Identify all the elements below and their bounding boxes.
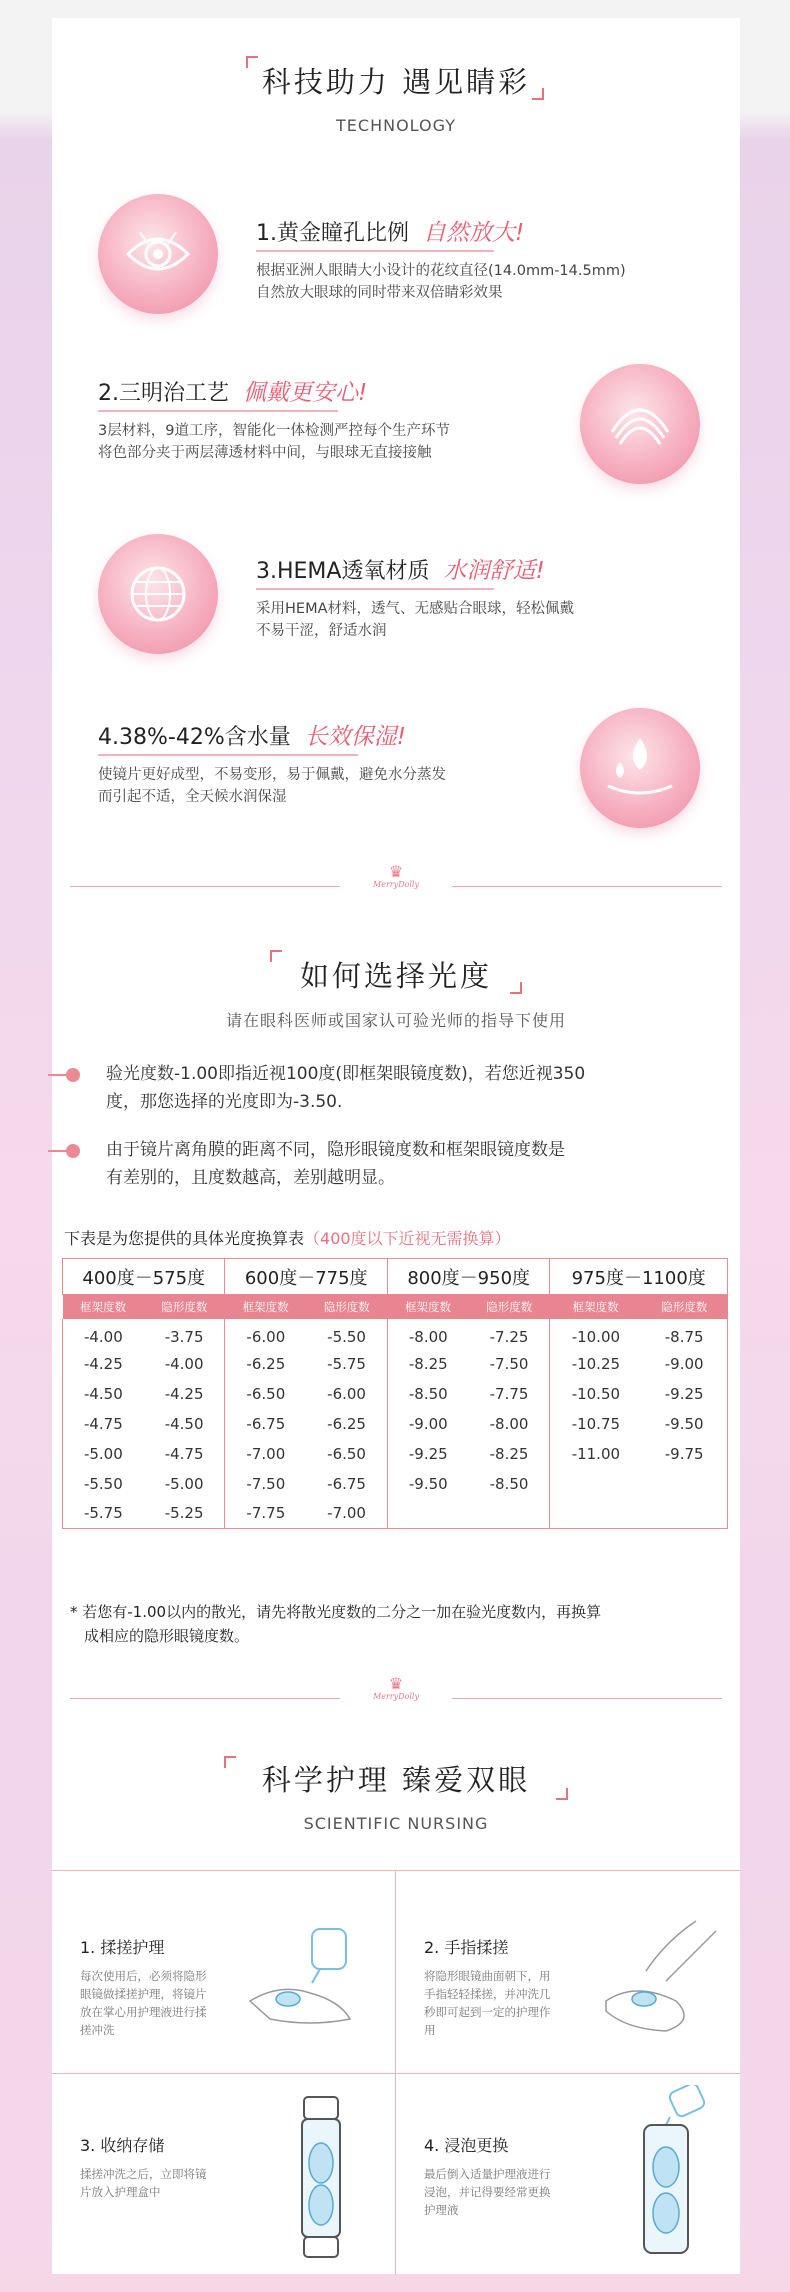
col-frame: 框架度数 [550,1295,641,1319]
contact-power-cell: -4.25 [164,1384,204,1403]
contact-power-cell [641,1499,727,1529]
contact-power-cell: -6.75 [327,1474,366,1493]
step-1-title: 1. 揉搓护理 [80,1938,165,1957]
step-4-desc: 最后倒入适量护理液进行 浸泡，并记得要经常更换 护理液 [424,2167,551,2217]
frame-power-cell: -8.00 [387,1319,468,1349]
frame-power-cell [387,1499,468,1529]
contact-power-cell: -3.75 [164,1327,204,1346]
brand-logo: ♛ MerryDolly [366,1676,426,1701]
table-row [63,1499,728,1529]
group-header: 400度－575度 [63,1259,225,1295]
col-contact: 隐形度数 [306,1295,387,1319]
group-header: 975度－1100度 [550,1259,728,1295]
contact-power-cell: -7.00 [306,1499,387,1529]
section-divider [452,1698,722,1699]
group-header: 600度－775度 [225,1259,387,1295]
col-contact: 隐形度数 [469,1295,550,1319]
contact-power-cell: -6.25 [327,1414,366,1433]
group-header: 800度－950度 [387,1259,549,1295]
contact-power-cell: -6.00 [327,1384,366,1403]
contact-power-cell: -5.75 [327,1354,366,1373]
contact-power-cell: -9.75 [641,1439,727,1469]
title-bracket-right [510,982,522,994]
frame-power-cell: -4.00 [63,1319,144,1349]
conversion-table [62,1258,732,1529]
frame-power-cell: -10.75 [550,1409,641,1439]
crown-icon: ♛ [388,1674,404,1693]
table-row [63,1319,728,1349]
content-card [52,18,740,2274]
contact-power-cell [641,1469,727,1499]
contact-power-cell: -5.00 [164,1474,204,1493]
table-row [63,1379,728,1409]
frame-power-cell: -7.00 [225,1439,306,1469]
brand-logo: ♛ MerryDolly [366,864,426,889]
bullet-marker [48,1150,68,1152]
frame-power-cell: -5.00 [63,1439,144,1469]
frame-power-cell: -9.00 [387,1409,468,1439]
frame-power-cell: -4.25 [63,1349,144,1379]
table-row [63,1349,728,1379]
title-bracket-right [556,1788,568,1800]
bullet-marker [66,1144,80,1158]
feature-4-underline [98,754,358,756]
step-3-title: 3. 收纳存储 [80,2136,165,2155]
section-divider [452,886,722,887]
footnote: * 若您有-1.00以内的散光，请先将散光度数的二分之一加在验光度数内，再换算 成相应的隐形眼镜度数。 [70,1603,602,1645]
contact-power-cell: -8.25 [489,1444,529,1463]
contact-power-cell: -6.50 [327,1444,366,1463]
palm-rinse-icon [240,1923,370,2033]
water-drop-icon [580,708,700,828]
nursing-grid [52,1870,740,2274]
oxygen-globe-icon [98,534,218,654]
lens-layers-icon [580,364,700,484]
feature-4-desc: 使镜片更好成型，不易变形，易于佩戴，避免水分蒸发 而引起不适，全天候水润保湿 [98,767,446,805]
frame-power-cell: -5.50 [63,1469,144,1499]
step-1-desc: 每次使用后，必须将隐形 眼镜做揉搓护理，将镜片 放在掌心用护理液进行揉 搓冲洗 [80,1969,207,2037]
table-row [63,1469,728,1499]
contact-power-cell: -5.25 [144,1499,225,1529]
nursing-subtitle: SCIENTIFIC NURSING [303,1814,489,1833]
table-row [63,1439,728,1469]
frame-power-cell: -5.75 [63,1499,144,1529]
frame-power-cell: -4.50 [63,1379,144,1409]
frame-power-cell: -6.75 [225,1409,306,1439]
contact-power-cell: -4.00 [164,1354,204,1373]
power-bullet-1: 验光度数-1.00即指近视100度(即框架眼镜度数)，若您近视350 度，那您选择的光度即为-3.50. [106,1064,586,1112]
section-divider [70,886,340,887]
power-title: 如何选择光度 [299,959,492,993]
title-bracket-right [532,88,544,100]
contact-power-cell: -5.50 [327,1327,366,1346]
frame-power-cell: -4.75 [63,1409,144,1439]
col-contact: 隐形度数 [144,1295,225,1319]
contact-power-cell: -4.50 [164,1414,204,1433]
contact-power-cell [469,1499,550,1529]
frame-power-cell: -10.00 [550,1319,641,1349]
power-subtitle: 请在眼科医师或国家认可验光师的指导下使用 [225,1011,566,1030]
step-4-title: 4. 浸泡更换 [424,2136,509,2155]
col-frame: 框架度数 [63,1295,144,1319]
feature-1-title: 1.黄金瞳孔比例 自然放大! [256,220,525,246]
feature-3-desc: 采用HEMA材料，透气、无感贴合眼球，轻松佩戴 不易干涩，舒适水润 [256,601,574,639]
table-row [63,1409,728,1439]
bullet-marker [48,1074,68,1076]
step-2-desc: 将隐形眼镜曲面朝下，用 手指轻轻揉搓，并冲洗几 秒即可起到一定的护理作 用 [424,1969,551,2037]
col-contact: 隐形度数 [641,1295,727,1319]
feature-3-underline [256,588,494,590]
frame-power-cell: -7.50 [225,1469,306,1499]
contact-power-cell: -7.50 [489,1354,529,1373]
frame-power-cell: -10.25 [550,1349,641,1379]
contact-power-cell: -9.50 [641,1409,727,1439]
contact-power-cell: -8.50 [489,1474,529,1493]
contact-power-cell: -9.25 [641,1379,727,1409]
step-3-desc: 揉搓冲洗之后，立即将镜 片放入护理盒中 [80,2167,207,2199]
eye-icon [98,194,218,314]
frame-power-cell: -8.50 [387,1379,468,1409]
lens-case-icon [296,2093,346,2263]
technology-subtitle: TECHNOLOGY [336,116,456,135]
contact-power-cell: -8.75 [641,1319,727,1349]
frame-power-cell: -6.50 [225,1379,306,1409]
frame-power-cell: -11.00 [550,1439,641,1469]
technology-title: 科技助力 遇见睛彩 [261,65,531,99]
contact-power-cell: -7.75 [489,1384,529,1403]
power-bullet-2: 由于镜片离角膜的距离不同，隐形眼镜度数和框架眼镜度数是 有差别的，且度数越高，差别越明显。 [106,1140,565,1188]
contact-power-cell: -7.25 [489,1327,529,1346]
table-body [63,1319,728,1529]
crown-icon: ♛ [388,862,404,881]
contact-power-cell: -9.00 [641,1349,727,1379]
col-frame: 框架度数 [225,1295,306,1319]
bullet-marker [66,1068,80,1082]
feature-1-desc: 根据亚洲人眼睛大小设计的花纹直径(14.0mm-14.5mm) 自然放大眼球的同时带来双倍睛彩效果 [256,263,626,301]
feature-4-title: 4.38%-42%含水量 长效保湿! [98,724,406,750]
frame-power-cell: -9.25 [387,1439,468,1469]
feature-2-underline [98,410,338,412]
section-divider [70,1698,340,1699]
frame-power-cell: -8.25 [387,1349,468,1379]
frame-power-cell: -9.50 [387,1469,468,1499]
feature-3-title: 3.HEMA透氧材质 水润舒适! [256,558,545,584]
table-caption: 下表是为您提供的具体光度换算表（400度以下近视无需换算） [64,1229,511,1248]
nursing-title: 科学护理 臻爱双眼 [261,1763,531,1797]
frame-power-cell: -6.25 [225,1349,306,1379]
frame-power-cell: -7.75 [225,1499,306,1529]
feature-2-desc: 3层材料，9道工序，智能化一体检测严控每个生产环节 将色部分夹于两层薄透材料中间，与眼球无直接接触 [98,423,450,461]
frame-power-cell: -6.00 [225,1319,306,1349]
contact-power-cell: -4.75 [164,1444,204,1463]
solution-soak-icon [636,2085,716,2263]
frame-power-cell [550,1469,641,1499]
finger-rub-icon [596,1911,726,2041]
grid-line [52,2073,740,2074]
contact-power-cell: -8.00 [489,1414,529,1433]
feature-1-underline [256,250,494,252]
frame-power-cell: -10.50 [550,1379,641,1409]
feature-2-title: 2.三明治工艺 佩戴更安心! [98,380,368,406]
frame-power-cell [550,1499,641,1529]
col-frame: 框架度数 [387,1295,468,1319]
step-2-title: 2. 手指揉搓 [424,1938,509,1957]
